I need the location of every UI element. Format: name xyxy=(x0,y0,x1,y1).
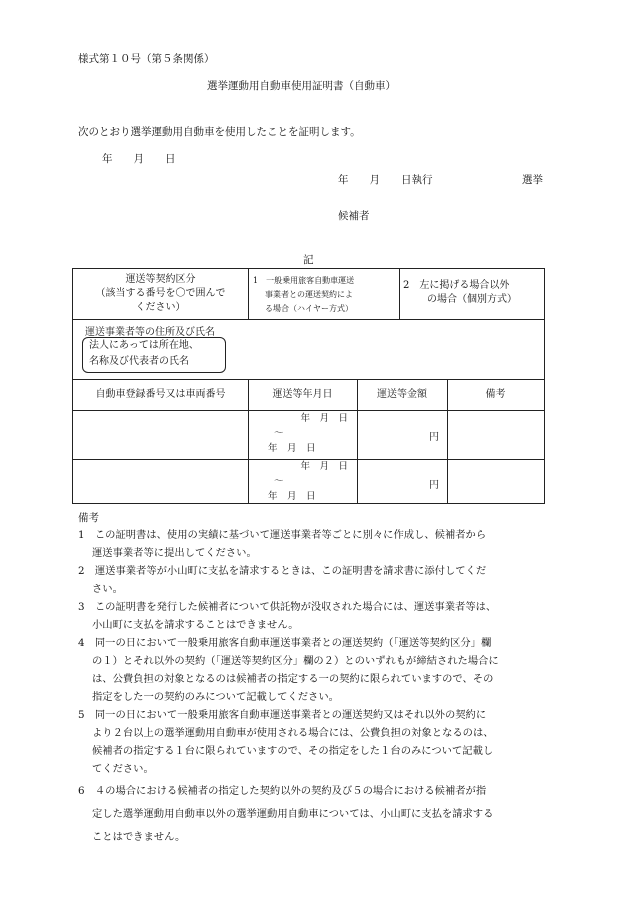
note-line: 運送事業者等に提出してください。 xyxy=(92,547,257,559)
row1-date[interactable]: 年 月 日 ～ 年 月 日 xyxy=(268,413,348,454)
col-header-amount: 運送等金額 xyxy=(377,389,427,400)
note-line: 1 この証明書は、使用の実績に基づいて運送事業者等ごとに別々に作成し、候補者から xyxy=(78,529,487,541)
intro-text: 次のとおり選挙運動用自動車を使用したことを証明します。 xyxy=(78,126,361,138)
contract-option-1[interactable]: 1 一般乗用旅客自動車運送 事業者との運送契約によ る場合（ハイヤー方式） xyxy=(253,276,355,313)
candidate-label: 候補者 xyxy=(338,210,370,222)
row2-vehicle-input[interactable] xyxy=(74,460,247,502)
row1-yen: 円 xyxy=(429,432,439,443)
page-title: 選挙運動用自動車使用証明書（自動車） xyxy=(207,80,396,92)
certificate-table xyxy=(72,268,545,504)
operator-note: 法人にあっては所在地、 名称及び代表者の氏名 xyxy=(89,340,199,367)
note-line: の１）とそれ以外の契約（「運送等契約区分」欄の２）とのいずれもが締結された場合に xyxy=(92,655,499,667)
row1-remarks-input[interactable] xyxy=(448,411,543,458)
row2-date[interactable]: 年 月 日 ～ 年 月 日 xyxy=(268,461,348,502)
col-header-date: 運送等年月日 xyxy=(272,389,333,400)
note-line: は、公費負担の対象となるのは候補者の指定する一の契約に限られていますので、その xyxy=(92,673,494,685)
contract-option-2[interactable]: 2 左に掲げる場合以外 の場合（個別方式） xyxy=(403,280,517,305)
row2-remarks-input[interactable] xyxy=(448,460,543,502)
issue-date: 年 月 日 xyxy=(102,153,176,165)
election-label: 選挙 xyxy=(522,174,543,186)
note-line: 5 同一の日において一般乗用旅客自動車運送事業者との運送契約又はそれ以外の契約に xyxy=(78,709,487,721)
operator-input[interactable] xyxy=(249,321,543,377)
note-line: 2 運送事業者等が小山町に支払を請求するときは、この証明書を請求書に添付してくだ xyxy=(78,565,487,577)
row1-vehicle-input[interactable] xyxy=(74,411,247,458)
note-line: 4 同一の日において一般乗用旅客自動車運送事業者との運送契約（「運送等契約区分」欄 xyxy=(78,637,492,649)
note-line: 定した選挙運動用自動車以外の選挙運動用自動車については、小山町に支払を請求する xyxy=(92,808,494,820)
note-line: ことはできません。 xyxy=(92,831,186,843)
note-line: 小山町に支払を請求することはできません。 xyxy=(92,619,299,631)
note-line: さい。 xyxy=(92,583,123,595)
note-line: 候補者の指定する１台に限られていますので、その指定をした１台のみについて記載し xyxy=(92,745,494,757)
note-line: 指定をした一の契約のみについて記載してください。 xyxy=(92,691,339,703)
col-header-vehicle: 自動車登録番号又は車両番号 xyxy=(95,389,226,400)
notes-title: 備考 xyxy=(78,512,99,524)
row2-yen: 円 xyxy=(429,480,439,491)
contract-type-header: 運送等契約区分 （該当する番号を〇で囲んで ください） xyxy=(95,274,226,313)
note-line: 3 この証明書を発行した候補者について供託物が没収された場合には、運送事業者等は、 xyxy=(78,601,497,613)
note-line: 6 ４の場合における候補者の指定した契約以外の契約及び５の場合における候補者が指 xyxy=(78,785,487,797)
election-date: 年 月 日執行 xyxy=(338,174,433,186)
col-header-remarks: 備考 xyxy=(485,389,506,400)
ki-heading: 記 xyxy=(303,254,314,266)
note-line: てください。 xyxy=(92,763,154,775)
note-line: より２台以上の選挙運動用自動車が使用される場合には、公費負担の対象となるのは、 xyxy=(92,727,494,739)
operator-label: 運送事業者等の住所及び氏名 xyxy=(85,327,215,338)
form-number: 様式第１０号（第５条関係） xyxy=(78,53,215,65)
